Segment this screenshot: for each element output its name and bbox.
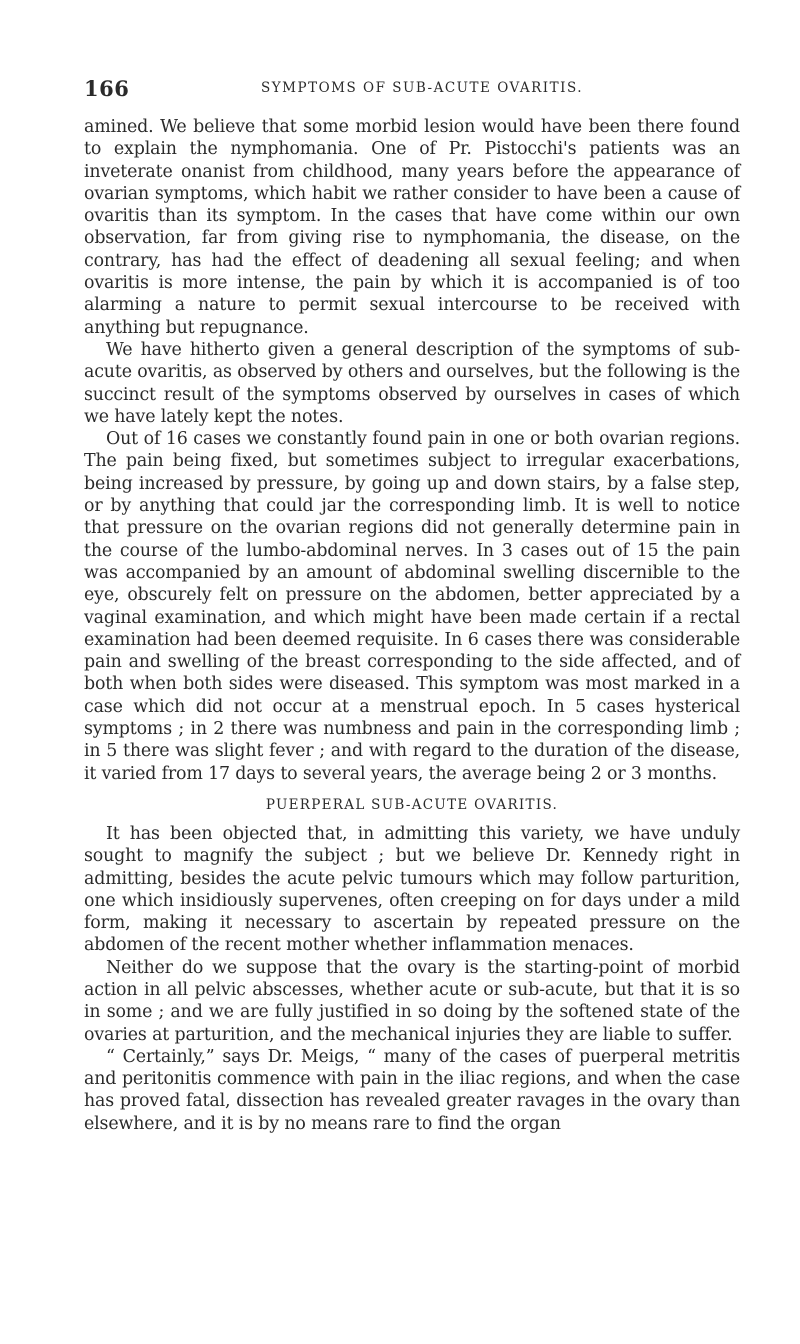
paragraph-puerperal-variety: It has been objected that, in admitting this variety, we have unduly sought to magnify the subject ; but we believe Dr. Kennedy right in admitting, besides the acute pelvic tumours which may follow parturition, one which insidiously supervenes, often creeping on for days under a mild form, making it necessary to ascertain by repeated pressure on the abdomen of the recent mother whether inflammation menaces. bbox=[84, 823, 740, 956]
running-header bbox=[84, 76, 740, 106]
section-heading: PUERPERAL SUB-ACUTE OVARITIS. bbox=[265, 796, 559, 813]
body-text bbox=[84, 116, 740, 1135]
running-title: SYMPTOMS OF SUB-ACUTE OVARITIS. bbox=[261, 80, 583, 96]
paragraph-continuation: amined. We believe that some morbid lesion would have been there found to explain the nymphomania. One of Pr. Pistocchi's patients was an inveterate onanist from childhood, many years before the appearance of ovarian symptoms, which habit we rather consider to have been a cause of ovaritis than its symptom. In the cases that have come within our own observation, far from giving rise to nymphomania, the disease, on the contrary, has had the effect of deadening all sexual feeling; and when ovaritis is more intense, the pain by which it is accompanied is of too alarming a nature to permit sexual intercourse to be received with anything but repugnance. bbox=[84, 117, 740, 338]
page-number: 166 bbox=[84, 76, 130, 101]
paragraph-case-results: Out of 16 cases we constantly found pain in one or both ovarian regions. The pain being fixed, but sometimes subject to irregular exacerbations, being increased by pressure, by going up and down stairs, by a false step, or by anything that could jar the corresponding limb. It is well to notice that pressure on the ovarian regions did not generally determine pain in the course of the lumbo-abdominal nerves. In 3 cases out of 15 the pain was accompanied by an amount of abdominal swelling discernible to the eye, obscurely felt on pressure on the abdomen, better appreciated by a vaginal examination, and which might have been made certain if a rectal examination had been deemed requisite. In 6 cases there was considerable pain and swelling of the breast corresponding to the side affected, and of both when both sides were diseased. This symptom was most marked in a case which did not occur at a menstrual epoch. In 5 cases hysterical symptoms ; in 2 there was numbness and pain in the corresponding limb ; in 5 there was slight fever ; and with regard to the duration of the disease, it varied from 17 days to several years, the average being 2 or 3 months. bbox=[84, 429, 740, 784]
paragraph-pelvic-abscesses: Neither do we suppose that the ovary is the starting-point of morbid action in all pelvic abscesses, whether acute or sub-acute, but that it is so in some ; and we are fully justified in so doing by the softened state of the ovaries at parturition, and the mechanical injuries they are liable to suffer. bbox=[84, 957, 740, 1045]
paragraph-meigs-quote: “ Certainly,” says Dr. Meigs, “ many of the cases of puerperal metritis and peritonitis commence with pain in the iliac regions, and when the case has proved fatal, dissection has revealed greater ravages in the ovary than elsewhere, and it is by no means rare to find the organ bbox=[84, 1046, 740, 1134]
paragraph-general-description: We have hitherto given a general description of the symptoms of sub-acute ovaritis, as observed by others and ourselves, but the following is the succinct result of the symptoms observed by ourselves in cases of which we have lately kept the notes. bbox=[84, 339, 740, 427]
